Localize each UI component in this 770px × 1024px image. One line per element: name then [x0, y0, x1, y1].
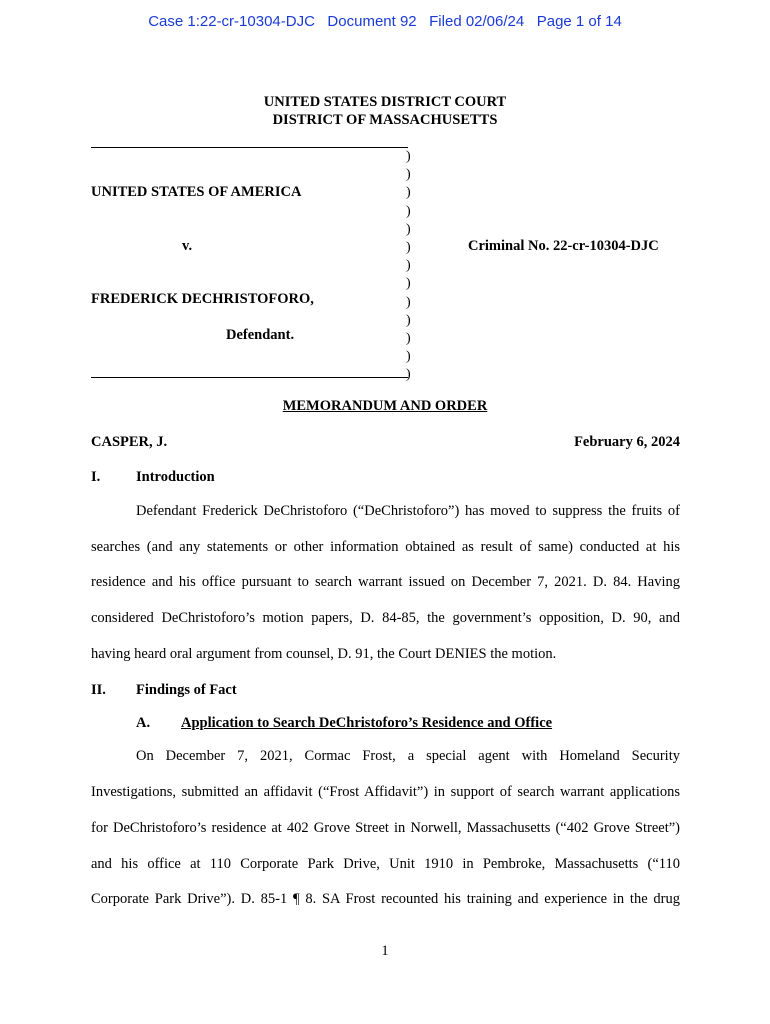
- case-number: Criminal No. 22-cr-10304-DJC: [468, 238, 659, 254]
- court-district: DISTRICT OF MASSACHUSETTS: [272, 112, 498, 128]
- facts-line: for DeChristoforo’s residence at 402 Grove Street in Norwell, Massachusetts (“402 Grove Street”): [91, 820, 680, 836]
- section-heading: Introduction: [136, 469, 215, 485]
- caption-versus: v.: [182, 238, 193, 254]
- case-header: Case 1:22-cr-10304-DJC Document 92 Filed 02/06/24 Page 1 of 14: [148, 13, 622, 30]
- section-number: I.: [91, 469, 101, 485]
- caption-defendant: FREDERICK DECHRISTOFORO,: [91, 291, 314, 307]
- caption-bottom-rule: [91, 377, 408, 378]
- court-name: UNITED STATES DISTRICT COURT: [263, 94, 507, 110]
- caption-defendant-role: Defendant.: [226, 327, 295, 343]
- intro-line: considered DeChristoforo’s motion papers, D. 84-85, the government’s opposition, D. 90, and: [91, 610, 680, 626]
- judge-name: CASPER, J.: [91, 434, 168, 450]
- section-heading: Findings of Fact: [136, 682, 237, 698]
- section-number: II.: [91, 682, 106, 698]
- intro-line: Defendant Frederick DeChristoforo (“DeChristoforo”) has moved to suppress the fruits of: [136, 503, 680, 519]
- document-title: MEMORANDUM AND ORDER: [282, 398, 488, 414]
- page-number: 1: [381, 943, 389, 959]
- facts-line: Investigations, submitted an affidavit (“Frost Affidavit”) in support of search warrant applications: [91, 784, 680, 800]
- intro-line: searches (and any statements or other information obtained as result of same) conducted at his: [91, 539, 680, 555]
- order-date: February 6, 2024: [574, 434, 680, 450]
- intro-line: residence and his office pursuant to search warrant issued on December 7, 2021. D. 84. Having: [91, 574, 680, 590]
- caption-top-rule: [91, 147, 408, 148]
- subsection-heading: Application to Search DeChristoforo’s Residence and Office: [181, 715, 553, 731]
- caption-parens: ) ) ) ) ) ) ) ) ) ) ) ) ): [406, 149, 411, 383]
- facts-line: and his office at 110 Corporate Park Drive, Unit 1910 in Pembroke, Massachusetts (“110: [91, 856, 680, 872]
- caption-plaintiff: UNITED STATES OF AMERICA: [91, 184, 302, 200]
- intro-line: having heard oral argument from counsel, D. 91, the Court DENIES the motion.: [91, 646, 557, 662]
- facts-line: Corporate Park Drive”). D. 85-1 ¶ 8. SA Frost recounted his training and experience in the drug: [91, 891, 680, 907]
- facts-line: On December 7, 2021, Cormac Frost, a special agent with Homeland Security: [136, 748, 680, 764]
- subsection-number: A.: [136, 715, 151, 731]
